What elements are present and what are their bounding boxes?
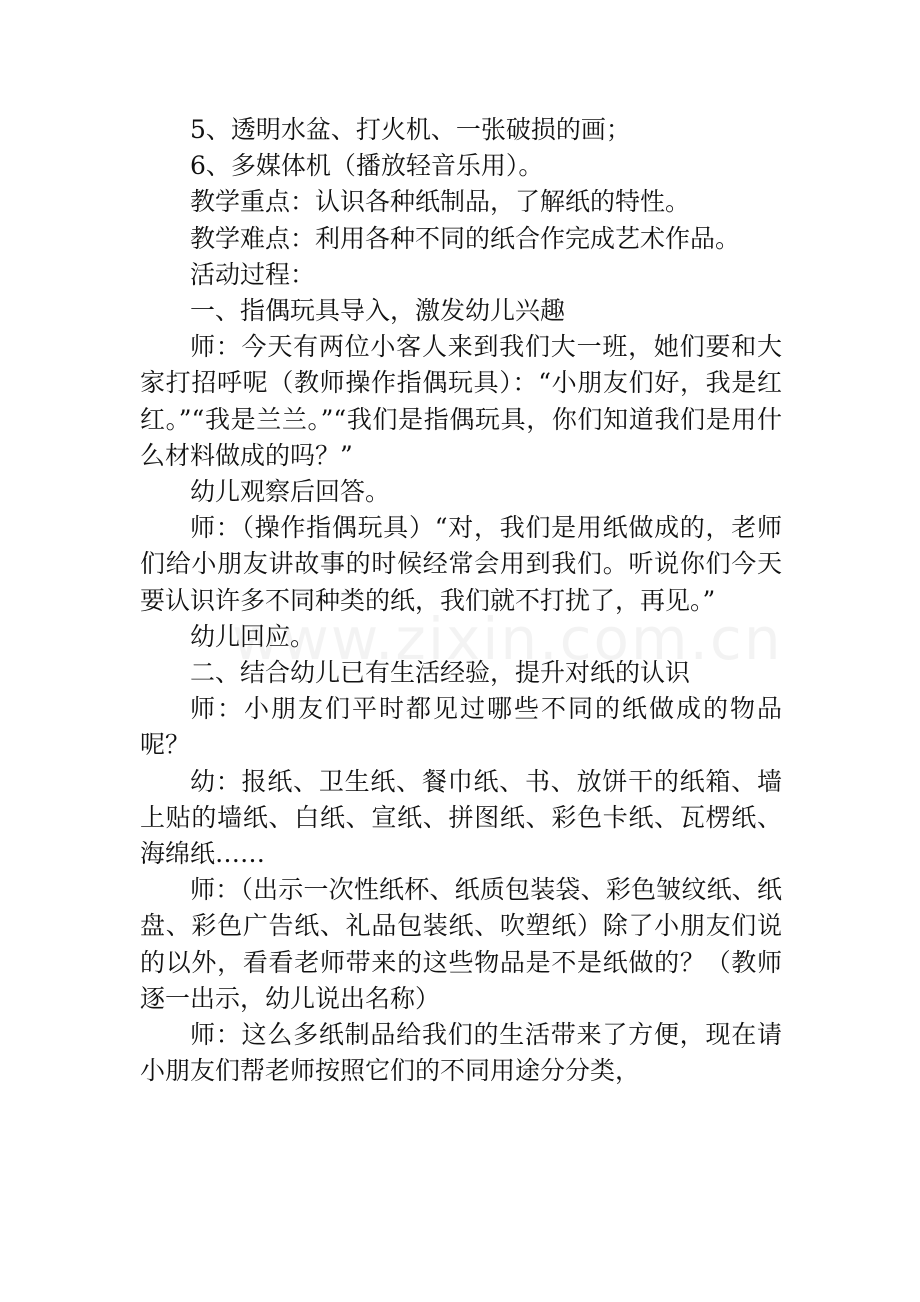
paragraph-children-respond: 幼儿回应。 bbox=[190, 621, 316, 651]
paragraph-teacher-classify: 师：这么多纸制品给我们的生活带来了方便，现在请小朋友们帮老师按照它们的不同用途分分类， bbox=[140, 1020, 782, 1086]
section-heading-2: 二、结合幼儿已有生活经验，提升对纸的认识 bbox=[190, 658, 691, 688]
paragraph-children-list: 幼：报纸、卫生纸、餐巾纸、书、放饼干的纸箱、墙上贴的墙纸、白纸、宣纸、拼图纸、彩色卡纸、瓦楞纸、海绵纸…… bbox=[140, 766, 782, 869]
paragraph-teaching-difficulty: 教学难点：利用各种不同的纸合作完成艺术作品。 bbox=[190, 223, 741, 253]
paragraph-material-5: 5、透明水盆、打火机、一张破损的画； bbox=[190, 115, 631, 144]
paragraph-material-6: 6、多媒体机（播放轻音乐用）。 bbox=[190, 151, 544, 181]
paragraph-teacher-intro: 师：今天有两位小客人来到我们大一班，她们要和大家打招呼呢（教师操作指偶玩具）：“小朋友们好，我是红红。”“我是兰兰。”“我们是指偶玩具，你们知道我们是用什么材料做成的吗？” bbox=[140, 332, 782, 470]
section-heading-1: 一、指偶玩具导入，激发幼儿兴趣 bbox=[190, 296, 566, 326]
paragraph-activity-process: 活动过程： bbox=[190, 259, 316, 289]
paragraph-children-answer: 幼儿观察后回答。 bbox=[190, 477, 391, 507]
paragraph-teacher-puppet: 师：（操作指偶玩具）“对，我们是用纸做成的，老师们给小朋友讲故事的时候经常会用到我们。听说你们今天要认识许多不同种类的纸，我们就不打扰了，再见。” bbox=[140, 513, 782, 615]
document-body bbox=[140, 112, 782, 1089]
paragraph-teacher-show: 师：（出示一次性纸杯、纸质包装袋、彩色皱纹纸、纸盘、彩色广告纸、礼品包装纸、吹塑纸）除了小朋友们说的以外，看看老师带来的这些物品是不是纸做的？（教师逐一出示，幼儿说出名称） bbox=[140, 875, 782, 1013]
paragraph-teacher-question: 师：小朋友们平时都见过哪些不同的纸做成的物品呢？ bbox=[140, 694, 782, 760]
paragraph-teaching-focus: 教学重点：认识各种纸制品，了解纸的特性。 bbox=[190, 187, 691, 217]
